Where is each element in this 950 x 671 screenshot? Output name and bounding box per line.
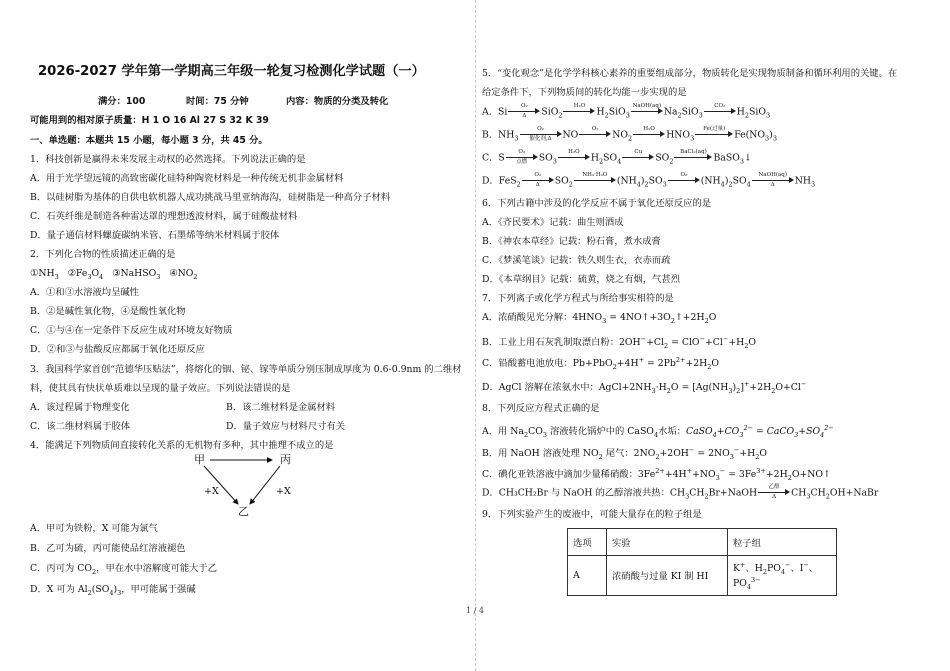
q5-option-d: D．FeS$_2$ $\frac{\text{O₂}}{\Delta}$ $SO_2$ NH₃·H₂O $(NH_4)_2SO_3$ O₂ $(NH_4)_2SO_4$ NaOH(aq) Δ $NH_3$ <box>482 172 816 189</box>
q2-compounds: $①NH_3$ $②Fe_3O_4$ ③NaHSO$_3$ $④NO_2$ <box>30 268 198 281</box>
atomic-masses: 可能用到的相对原子质量：H 1 O 16 Al 27 S 32 K 39 <box>30 115 269 126</box>
q9-table <box>567 528 837 596</box>
q3-option-d: D．量子效应与材料尺寸有关 <box>226 421 346 432</box>
q5-option-c: C．S O₂ 点燃 $SO_3$ H₂O $H_2SO_4$ Cu $SO_2$ BaCl₂(aq) BaSO$_3$↓ <box>482 149 752 166</box>
q8-stem: 8．下列反应方程式正确的是 <box>482 403 600 414</box>
node-jia: 甲 <box>194 453 205 466</box>
q7-a-text: A．浓硝酸见光分解： <box>482 312 573 323</box>
q7-option-b: B．工业上用石灰乳制取漂白粉：$2OH^-+Cl_2 = ClO^-+Cl^-+H_2O$ <box>482 335 757 350</box>
table-header-row <box>568 529 837 556</box>
time-info: 时间：75 分钟 <box>186 96 249 107</box>
q8-c-text: C．碘化亚铁溶液中滴加少量稀硝酸： <box>482 469 638 481</box>
label-plus-x-left: +X <box>204 486 219 497</box>
q8-option-c: C．碘化亚铁溶液中滴加少量稀硝酸：$3Fe^{2+}+4H^++NO_3^-$ = $3Fe^{3+}+2H_2O+NO↑$ <box>482 467 831 482</box>
q7-d-text: D．AgCl 溶解在浓氨水中： <box>482 382 599 394</box>
q8-option-d: D．CH₃CH₂Br 与 NaOH 的乙醇溶液共热：$CH_3CH_2Br+NaOH$ 乙醇 Δ $CH_3CH_2OH+NaBr$ <box>482 484 879 501</box>
q8-a-text-1: A．用 Na <box>482 426 524 438</box>
q8-a-text-2: 溶液转化锅炉中的 CaSO <box>549 426 654 438</box>
q7-option-a: A．浓硝酸见光分解：$4HNO_3$ = $4NO↑+3O_2↑+2H_2O$ <box>482 312 717 325</box>
q5-stem-2: 给定条件下，下列物质间的转化均能一步实现的是 <box>482 87 687 98</box>
table-row <box>568 556 837 596</box>
page-title: 2026-2027 学年第一学期高三年级一轮复习检测化学试题（一） <box>38 64 425 79</box>
q6-stem: 6．下列古籍中涉及的化学反应不属于氧化还原反应的是 <box>482 198 712 209</box>
node-yi: 乙 <box>238 505 249 518</box>
q4-c-text-2: ，甲在水中溶解度可能大于乙 <box>96 563 218 574</box>
q2-option-d: D．②和③与盐酸反应都属于氧化还原反应 <box>30 344 205 355</box>
row-a-option: A <box>568 556 607 596</box>
q6-option-b: B．《神农本草经》记载：粉石膏，煮水成膏 <box>482 236 661 247</box>
row-a-experiment: 浓硝酸与过量 KI 制 HI <box>607 556 728 596</box>
q9-stem: 9．下列实验产生的废液中，可能大量存在的粒子组是 <box>482 509 702 520</box>
q3-stem-1: 3．我国科学家首创“范德华压贴法”，将熔化的铟、铋、镓等单质分别压制成厚度为 0.6-0.9nm 的二维材 <box>30 364 462 375</box>
row-a-particles: K+、$H_2PO_4^-$、I−、$PO_4^{3-}$ <box>728 556 837 596</box>
q4-transformation-diagram <box>180 454 310 520</box>
q6-option-c: C．《梦溪笔谈》记载：铁久则生衣，衣赤而疏 <box>482 255 671 266</box>
q3-stem-2: 料，使其具有快状单质难以呈现的量子效应。下列说法错误的是 <box>30 383 291 394</box>
th-experiment: 实验 <box>607 529 728 556</box>
q3-option-c: C．该二维材料属于胶体 <box>30 421 131 432</box>
q8-b-text-1: B．用 NaOH 溶液处理 NO <box>482 448 599 460</box>
q5-option-b: B．$NH_3$ O₂ 催化剂,Δ NO O₂ $NO_2$ H₂O $HNO_3$ Fe(过量) $Fe(NO_3)_3$ <box>482 126 777 143</box>
section-heading: 一、单选题：本题共 15 小题，每小题 3 分，共 45 分。 <box>30 135 268 146</box>
q5-stem-1: 5．“变化观念”是化学学科核心素养的重要组成部分，物质转化是实现物质制备和循环利用的关键。在 <box>482 68 898 79</box>
q7-c-text: C．铅酸蓄电池放电： <box>482 358 573 370</box>
q4-d-text-2: ，甲可能属于强碱 <box>121 584 196 595</box>
q4-d-text-1: D．X 可为 Al <box>30 584 88 595</box>
q4-option-d: D．X 可为 $Al_2(SO_4)_3$，甲可能属于强碱 <box>30 584 196 597</box>
q4-option-a: A．甲可为铁粉，X 可能为氯气 <box>30 523 158 534</box>
q2-option-a: A．①和③水溶液均呈碱性 <box>30 287 139 298</box>
q7-option-c: C．铅酸蓄电池放电：$Pb+PbO_2+4H^+ = 2Pb^{2+}+2H_2O$ <box>482 356 720 371</box>
q8-b-text-2: 尾气： <box>605 448 634 460</box>
column-divider <box>475 0 476 671</box>
q8-option-b: B．用 NaOH 溶液处理 $NO_2$ 尾气：$2NO_2+2OH^- = 2NO_3^-+H_2O$ <box>482 446 768 461</box>
th-option: 选项 <box>568 529 607 556</box>
score-info: 满分：100 <box>98 96 146 107</box>
q2-option-c: C．①与④在一定条件下反应生成对环境友好物质 <box>30 325 233 336</box>
q8-option-a: A．用 $Na_2CO_3$ 溶液转化锅炉中的 CaSO$_4$水垢：$CaSO_4+CO_3^{2-}$ = $CaCO_3+SO_4^{2-}$ <box>482 424 834 439</box>
q7-stem: 7．下列离子或化学方程式与所给事实相符的是 <box>482 293 674 304</box>
q1-option-a: A．用于光学望远镜的高致密碳化硅特种陶瓷材料是一种传统无机非金属材料 <box>30 173 344 184</box>
q3-option-a: A．该过程属于物理变化 <box>30 402 130 413</box>
q2-option-b: B．②是碱性氧化物，④是酸性氧化物 <box>30 306 186 317</box>
content-info: 内容：物质的分类及转化 <box>286 96 389 107</box>
q3-option-b: B．该二维材料是金属材料 <box>226 402 336 413</box>
q7-b-text: B．工业上用石灰乳制取漂白粉： <box>482 337 619 349</box>
q2-stem: 2．下列化合物的性质描述正确的是 <box>30 249 176 260</box>
q1-option-c: C．石英纤维是制造各种雷达罩的理想透波材料，属于硅酸盐材料 <box>30 211 298 222</box>
q4-stem: 4．能满足下列物质间直接转化关系的无机物有多种，其中推理不成立的是 <box>30 440 334 451</box>
q8-d-text: D．CH₃CH₂Br 与 NaOH 的乙醇溶液共热： <box>482 487 670 499</box>
q4-option-c: C．丙可为 $CO_2$，甲在水中溶解度可能大于乙 <box>30 563 218 576</box>
q1-option-d: D．量子通信材料螺旋碳纳米管、石墨烯等纳米材料属于胶体 <box>30 230 280 241</box>
q8-a-text-3: 水垢： <box>658 426 686 438</box>
q1-option-b: B．以硅树脂为基体的自供电软机器人成功挑战马里亚纳海沟，硅树脂是一种高分子材料 <box>30 192 391 203</box>
q4-c-text-1: C．丙可为 CO <box>30 563 92 574</box>
th-particles: 粒子组 <box>728 529 837 556</box>
page-number: 1 / 4 <box>466 606 484 615</box>
q1-stem: 1．科技创新是赢得未来发展主动权的必然选择。下列说法正确的是 <box>30 154 306 165</box>
q6-option-a: A．《齐民要术》记载：曲生则酒成 <box>482 217 624 228</box>
label-plus-x-right: +X <box>276 486 291 497</box>
q7-option-d: D．AgCl 溶解在浓氨水中：$AgCl+2NH_3\cdot H_2O = [Ag(NH_3)_2]^++2H_2O+Cl^-$ <box>482 380 807 395</box>
q6-option-d: D．《本草纲目》记载：硫黄，烧之有烟，气甚烈 <box>482 274 681 285</box>
q5-option-a: A．Si $\frac{\text{O₂}}{\Delta}$ SiO$_2$ H₂O $H_2SiO_3$ NaOH(aq) $Na_2SiO_3$ CO₂ $H_2SiO_3$ <box>482 103 771 120</box>
q4-option-b: B．乙可为硫，丙可能使品红溶液褪色 <box>30 543 186 554</box>
node-bing: 丙 <box>280 453 291 466</box>
